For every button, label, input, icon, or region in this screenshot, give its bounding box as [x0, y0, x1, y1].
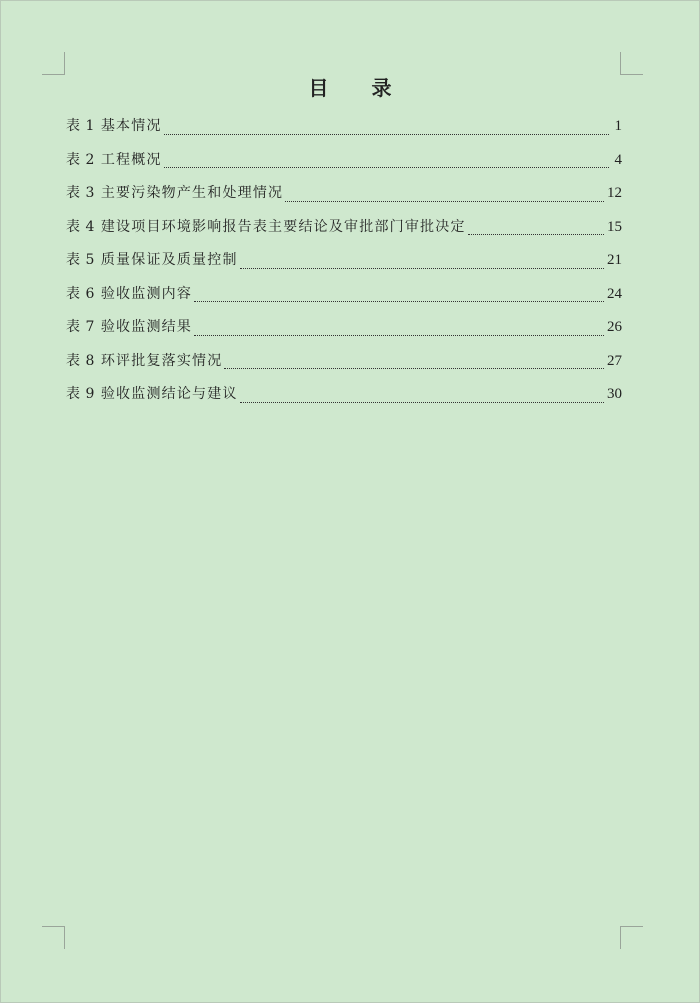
toc-leader-dots: [194, 334, 604, 336]
toc-entry-page: 26: [607, 319, 622, 335]
toc-entry-number: 表 1: [66, 118, 95, 134]
toc-entry-text: 验收监测结果: [100, 319, 193, 335]
crop-mark-bottom-right: [620, 926, 643, 949]
toc-entry-page: 24: [607, 285, 622, 302]
toc-entry-page: 21: [607, 252, 622, 268]
toc-entry-text: 工程概况: [100, 151, 162, 168]
toc-list: [66, 114, 622, 416]
toc-entry-page: 15: [607, 218, 622, 235]
toc-entry-text: 质量保证及质量控制: [100, 252, 238, 268]
toc-entry-page: 1: [614, 118, 622, 134]
toc-leader-dots: [468, 233, 604, 235]
toc-entry-3[interactable]: [66, 181, 622, 215]
toc-entry-page: 12: [607, 185, 622, 201]
toc-entry-page: 30: [607, 386, 622, 402]
toc-entry-page: 27: [607, 352, 622, 369]
toc-entry-text: 主要污染物产生和处理情况: [100, 185, 284, 201]
toc-entry-text: 建设项目环境影响报告表主要结论及审批部门审批决定: [100, 218, 466, 235]
toc-entry-number: 表 4: [66, 218, 95, 235]
toc-entry-text: 基本情况: [100, 118, 162, 134]
toc-leader-dots: [224, 367, 604, 369]
toc-leader-dots: [164, 133, 609, 135]
toc-title: 目 录: [308, 76, 410, 100]
toc-entry-page: 4: [614, 151, 622, 168]
toc-entry-7[interactable]: [66, 315, 622, 349]
toc-entry-8[interactable]: [66, 349, 622, 383]
toc-entry-text: 环评批复落实情况: [100, 352, 223, 369]
toc-entry-text: 验收监测内容: [100, 285, 193, 302]
toc-leader-dots: [240, 401, 604, 403]
toc-entry-6[interactable]: [66, 282, 622, 316]
toc-entry-number: 表 3: [66, 185, 95, 201]
toc-leader-dots: [164, 166, 609, 168]
toc-leader-dots: [240, 267, 604, 269]
toc-entry-text: 验收监测结论与建议: [100, 386, 238, 402]
toc-entry-number: 表 6: [66, 285, 95, 302]
toc-entry-number: 表 5: [66, 252, 95, 268]
toc-entry-number: 表 9: [66, 386, 95, 402]
toc-entry-number: 表 8: [66, 352, 95, 369]
toc-entry-1[interactable]: [66, 114, 622, 148]
crop-mark-bottom-left: [42, 926, 65, 949]
toc-entry-9[interactable]: [66, 382, 622, 416]
toc-entry-4[interactable]: [66, 215, 622, 249]
toc-entry-5[interactable]: [66, 248, 622, 282]
toc-entry-number: 表 7: [66, 319, 95, 335]
toc-entry-number: 表 2: [66, 151, 95, 168]
toc-leader-dots: [285, 200, 604, 202]
toc-entry-2[interactable]: [66, 148, 622, 182]
toc-leader-dots: [194, 300, 604, 302]
